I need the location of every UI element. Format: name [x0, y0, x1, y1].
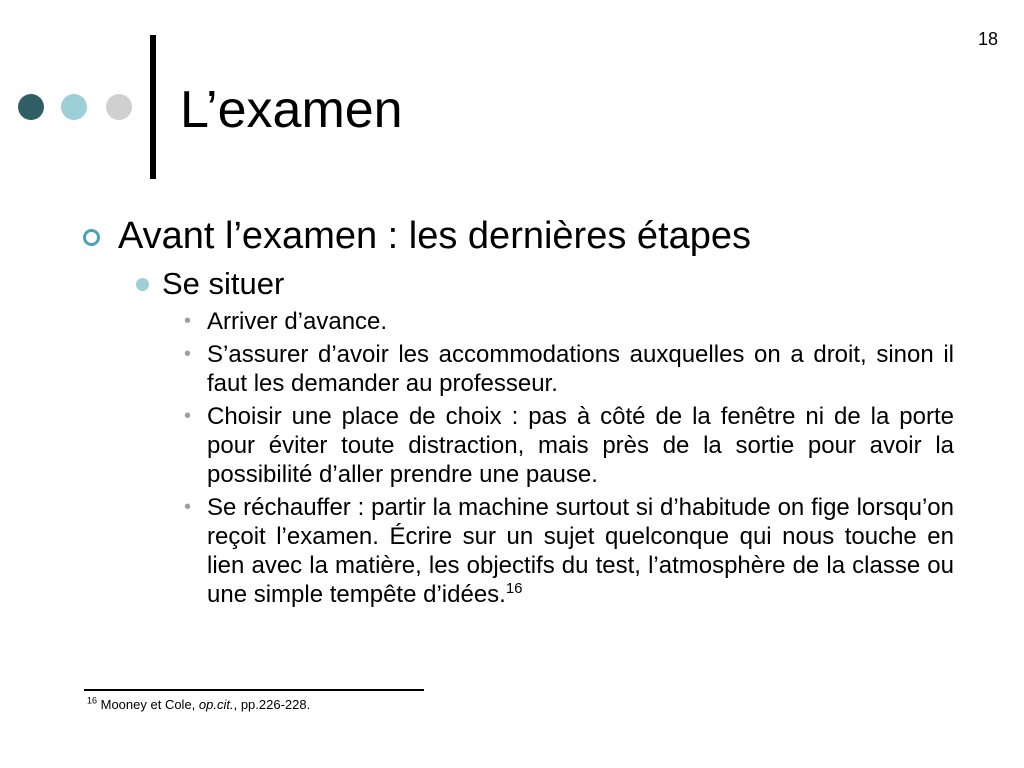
- footnote-separator: [84, 689, 424, 691]
- list-item-text: Arriver d’avance.: [207, 308, 388, 335]
- list-item: [184, 402, 954, 489]
- dark-teal-dot: [18, 94, 44, 120]
- slide-title: L’examen: [180, 81, 403, 139]
- subheading: Se situer: [162, 266, 285, 301]
- grey-dot: [106, 94, 132, 120]
- footnote-marker: 16: [505, 580, 523, 597]
- decorative-dots: [18, 94, 133, 122]
- list-item-text: Se réchauffer : partir la machine surtout si d’habitude on fige lorsqu’on reçoit l’examen. Écrire sur un sujet quelconque qui nous touche en lien avec la matière, les objectifs du test, l’atmosphère de la classe ou une simple tempête d’idées.: [207, 494, 954, 608]
- list-item: [184, 493, 954, 609]
- list-item: [184, 307, 954, 336]
- footnote-citation-italic: op.cit.: [198, 697, 234, 712]
- dot-bullet-icon: •: [184, 343, 192, 365]
- dot-bullet-icon: •: [184, 496, 192, 518]
- heading: Avant l’examen : les dernières étapes: [118, 215, 751, 257]
- footnote-text-after: , pp.226-228.: [233, 697, 311, 712]
- circle-bullet-icon: [136, 278, 149, 291]
- slide-number: 18: [977, 29, 998, 49]
- footnote-number: 16: [87, 695, 98, 706]
- list-item: [184, 340, 954, 398]
- list-item-text: Choisir une place de choix : pas à côté de la fenêtre ni de la porte pour éviter toute distraction, mais près de la sortie pour avoir la possibilité d’aller prendre une pause.: [207, 403, 954, 488]
- title-divider: [150, 35, 156, 179]
- list-item-text: S’assurer d’avoir les accommodations auxquelles on a droit, sinon il faut les demander au professeur.: [207, 341, 954, 397]
- ring-bullet-icon: [83, 229, 100, 246]
- dot-bullet-icon: •: [184, 310, 192, 332]
- dot-bullet-icon: •: [184, 405, 192, 427]
- bullet-list: [184, 307, 954, 613]
- footnote: [87, 697, 310, 713]
- footnote-text-before: Mooney et Cole,: [97, 697, 199, 712]
- light-teal-dot: [61, 94, 87, 120]
